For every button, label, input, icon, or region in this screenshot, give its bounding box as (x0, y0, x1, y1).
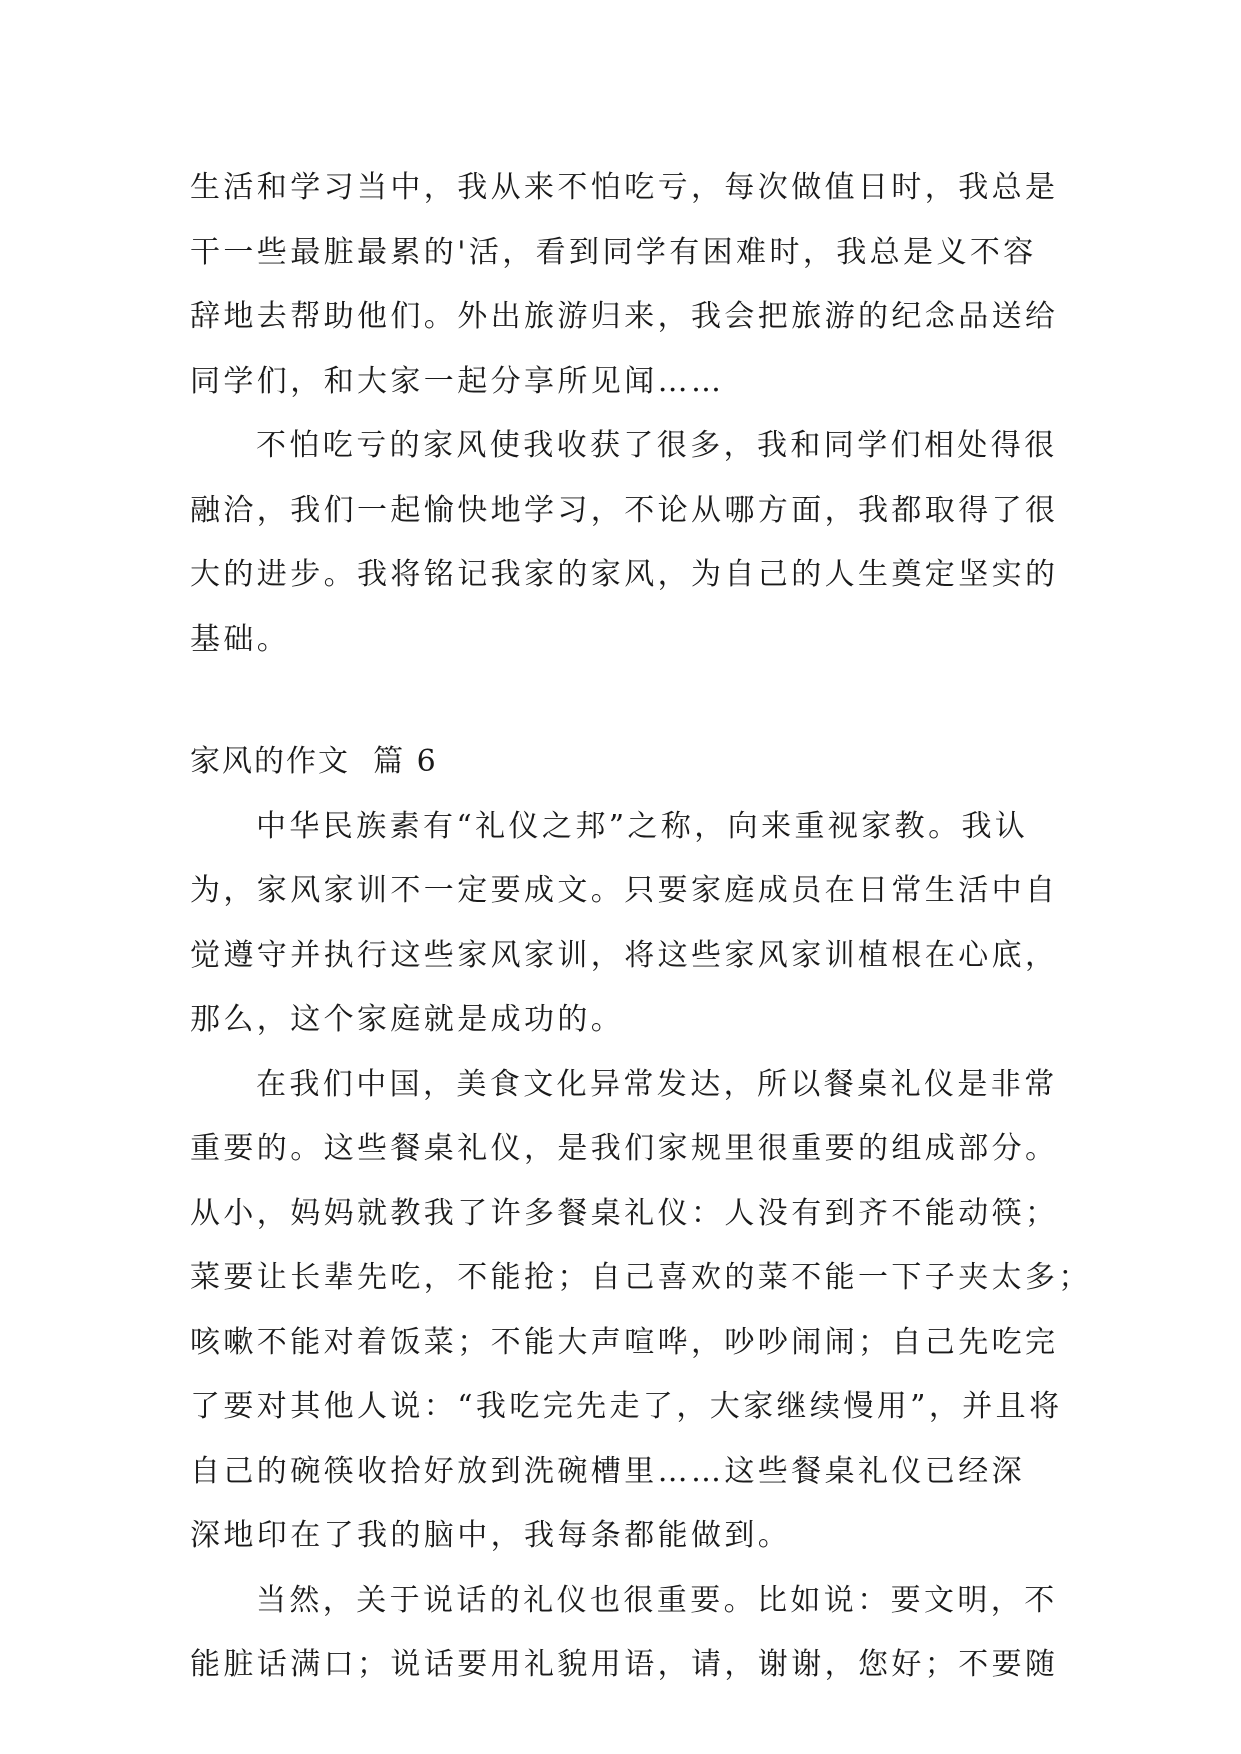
paragraph-line: 基础。 (190, 621, 291, 657)
paragraph-line: 不怕吃亏的家风使我收获了很多，我和同学们相处得很 (256, 428, 1058, 463)
document-body (190, 156, 1092, 1698)
paragraph-line: 融洽，我们一起愉快地学习，不论从哪方面，我都取得了很 (190, 492, 1059, 528)
paragraph-line: 从小，妈妈就教我了许多餐桌礼仪：人没有到齐不能动筷； (190, 1195, 1059, 1231)
paragraph-line: 了要对其他人说：“我吃完先走了，大家继续慢用”，并且将 (190, 1389, 1063, 1424)
section-paragraph-3 (190, 1569, 1062, 1698)
closing-paragraph (190, 414, 1062, 672)
paragraph-line: 大的进步。我将铭记我家的家风，为自己的人生奠定坚实的 (190, 557, 1059, 592)
paragraph-line: 那么，这个家庭就是成功的。 (190, 1002, 625, 1037)
section-paragraph-2 (190, 1053, 1092, 1569)
paragraph-line: 能脏话满口；说话要用礼貌用语，请，谢谢，您好；不要随 (190, 1647, 1059, 1682)
paragraph-line: 菜要让长辈先吃，不能抢；自己喜欢的菜不能一下子夹太多； (190, 1260, 1092, 1295)
paragraph-line: 咳嗽不能对着饭菜；不能大声喧哗，吵吵闹闹；自己先吃完 (190, 1324, 1059, 1360)
paragraph-line: 当然，关于说话的礼仪也很重要。比如说：要文明，不 (256, 1582, 1058, 1618)
paragraph-line: 中华民族素有“礼仪之邦”之称，向来重视家教。我认 (256, 808, 1029, 844)
fragment-paragraph (190, 156, 1062, 414)
section-paragraph-1 (190, 795, 1062, 1053)
paragraph-line: 在我们中国，美食文化异常发达，所以餐桌礼仪是非常 (256, 1066, 1058, 1102)
section-heading: 家风的作文 篇 6 (190, 744, 438, 779)
paragraph-line: 干一些最脏最累的'活，看到同学有困难时，我总是义不容 (190, 234, 1037, 270)
paragraph-line: 觉遵守并执行这些家风家训，将这些家风家训植根在心底， (190, 937, 1059, 973)
paragraph-line: 同学们，和大家一起分享所见闻…… (190, 363, 725, 399)
paragraph-line: 辞地去帮助他们。外出旅游归来，我会把旅游的纪念品送给 (190, 299, 1059, 334)
section-gap (190, 672, 1062, 730)
paragraph-line: 生活和学习当中，我从来不怕吃亏，每次做值日时，我总是 (190, 170, 1059, 205)
paragraph-line: 深地印在了我的脑中，我每条都能做到。 (190, 1518, 792, 1553)
paragraph-line: 为，家风家训不一定要成文。只要家庭成员在日常生活中自 (190, 873, 1059, 908)
paragraph-line: 重要的。这些餐桌礼仪，是我们家规里很重要的组成部分。 (190, 1131, 1059, 1166)
paragraph-line: 自己的碗筷收拾好放到洗碗槽里……这些餐桌礼仪已经深 (190, 1453, 1025, 1489)
